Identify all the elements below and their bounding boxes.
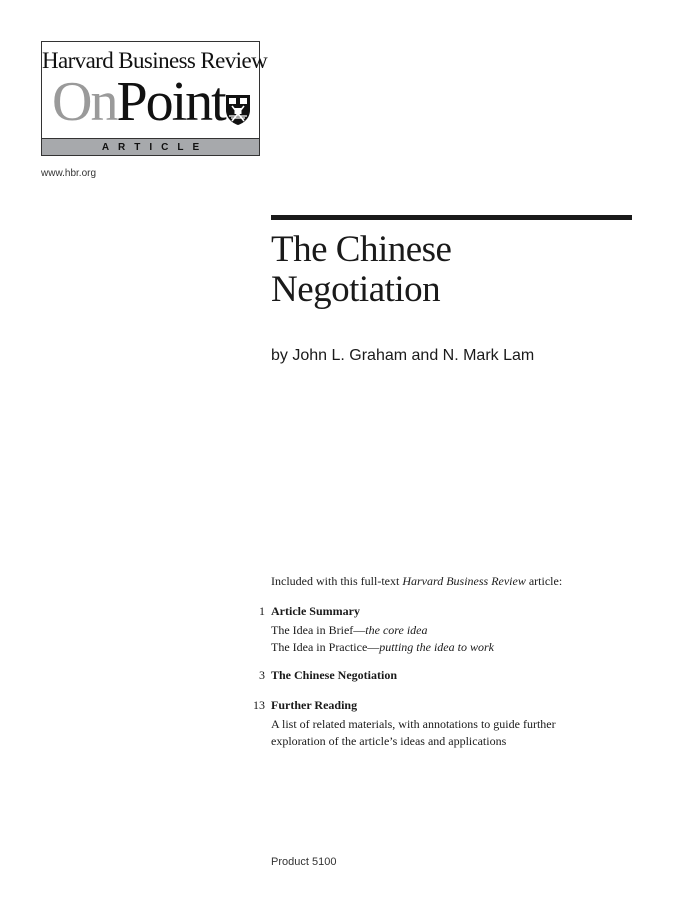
logo-point-text: Point (116, 71, 225, 133)
logo-onpoint-wordmark (52, 72, 225, 132)
toc-page-number: 13 (253, 698, 265, 712)
logo-on-text: On (52, 71, 117, 133)
article-title (271, 230, 631, 310)
toc-idea-practice-prefix: The Idea in Practice— (271, 640, 380, 654)
toc-page-number: 1 (259, 604, 265, 618)
toc-entry-summary (230, 603, 610, 656)
hbr-onpoint-logo (41, 41, 268, 156)
site-url: www.hbr.org (41, 168, 97, 179)
toc-title: Article Summary (271, 604, 360, 618)
included-publication: Harvard Business Review (402, 574, 526, 588)
byline: by John L. Graham and N. Mark Lam (271, 347, 535, 364)
toc-description-line-1: A list of related materials, with annotations to guide further (271, 717, 556, 731)
toc-title: The Chinese Negotiation (271, 668, 397, 682)
toc-idea-practice-italic: putting the idea to work (379, 640, 494, 654)
logo-article-bar: ARTICLE (42, 138, 259, 155)
title-line-1: The Chinese (271, 229, 452, 270)
toc-idea-brief-italic: the core idea (365, 623, 428, 637)
included-intro (271, 574, 562, 589)
toc-idea-brief-prefix: The Idea in Brief— (271, 623, 366, 637)
toc-page-number: 3 (259, 668, 265, 682)
harvard-shield-icon (225, 94, 251, 126)
included-suffix: article: (525, 574, 563, 588)
title-rule (271, 215, 632, 220)
product-number: Product 5100 (271, 856, 337, 868)
toc-title: Further Reading (271, 698, 358, 712)
title-line-2: Negotiation (271, 269, 441, 310)
toc-description-line-2: exploration of the article’s ideas and applications (271, 734, 507, 748)
included-prefix: Included with this full-text (271, 574, 403, 588)
toc-idea-practice (271, 639, 610, 656)
toc-entry-further-reading (230, 697, 610, 750)
toc-idea-brief (271, 622, 610, 639)
logo-publication-name: Harvard Business Review (42, 48, 268, 73)
toc-entry-main (230, 667, 610, 686)
